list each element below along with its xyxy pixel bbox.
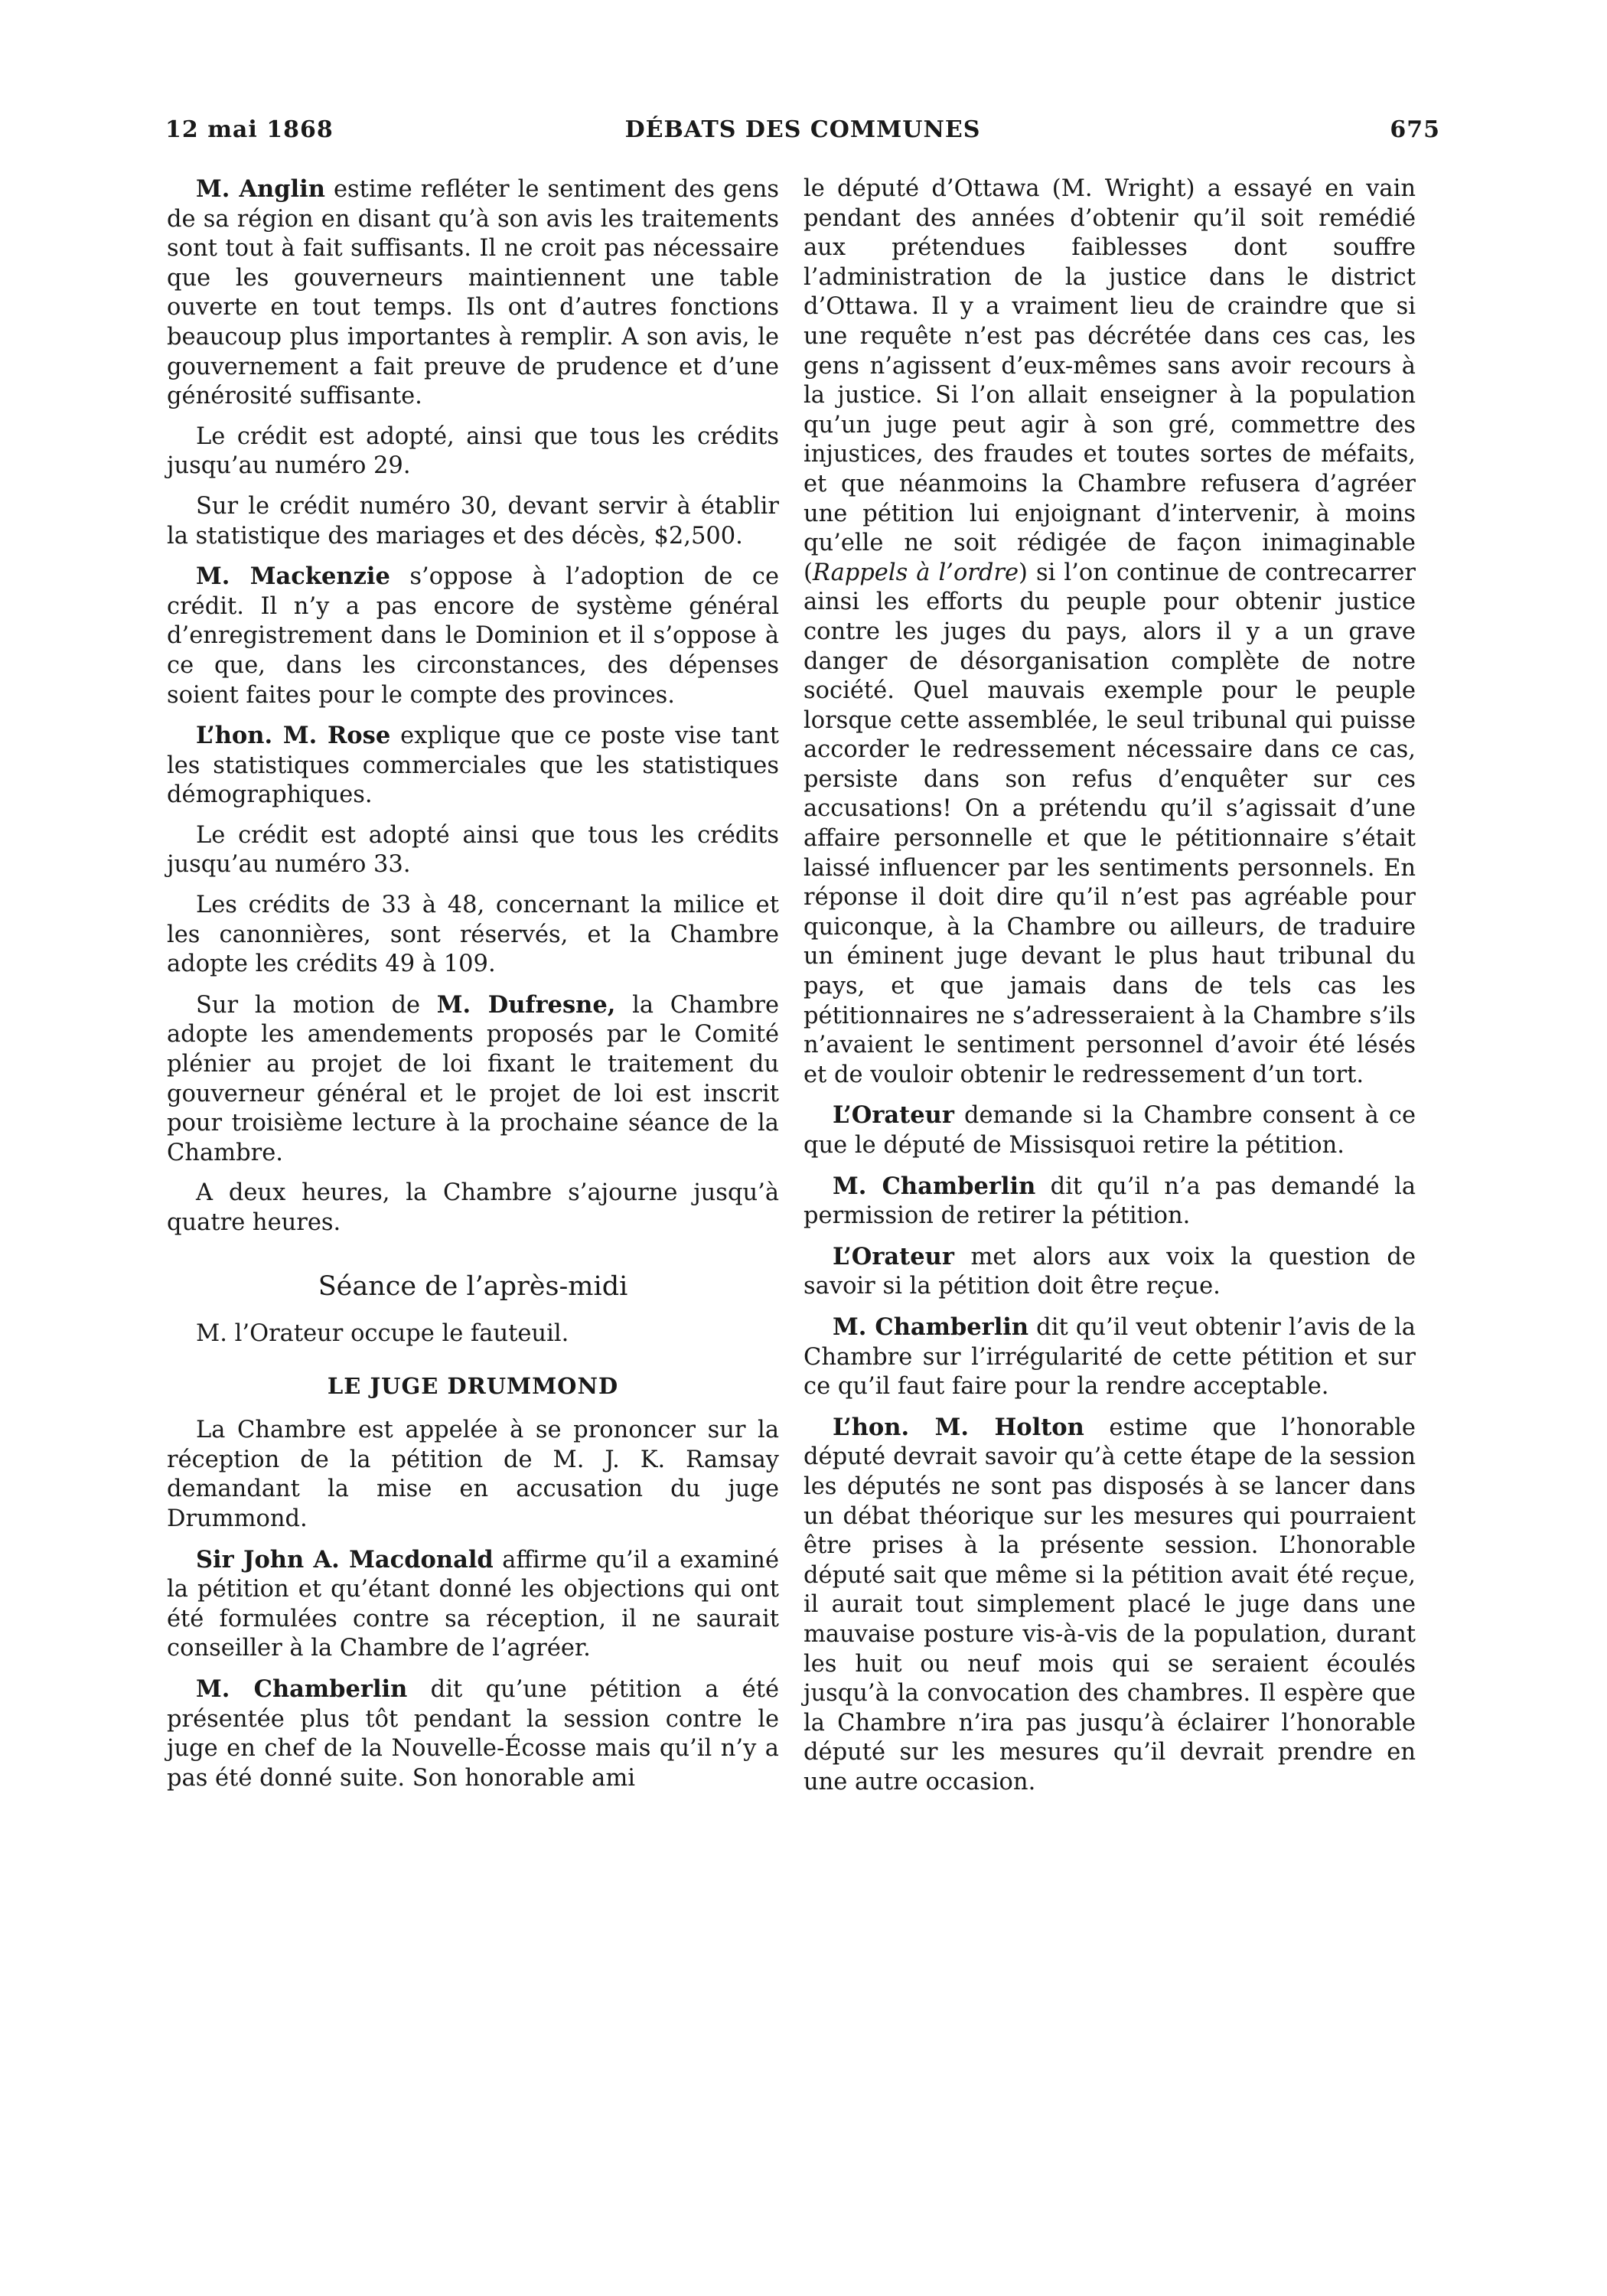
paragraph-text: ) si l’on continue de contrecarrer ainsi les efforts du peuple pour obtenir justice contre les juges du pays, alors il y a un grave danger de désorganisation complète de notre société. Quel mauvais exemple pour le peuple lorsque cette assemblée, le seul tribunal qui puisse accorder le redressement nécessaire dans ce cas, persiste dans son refus d’enquêter sur ces accusations! On a prétendu qu’il s’agissait d’une affaire personnelle et que le pétitionnaire s’était laissé influencer par les sentiments personnels. En réponse il doit dire qu’il n’est pas agréable pour quiconque, à la Chambre ou ailleurs, de traduire un éminent juge devant le plus haut tribunal du pays, et que jamais dans de tels cas les pétitionnaires ne s’adresseraient à la Chambre s’ils n’avaient le sentiment personnel d’avoir été lésés et de vouloir obtenir le redressement d’un tort. <box>804 559 1416 1088</box>
paragraph-text: estime que l’honorable député devrait savoir qu’à cette étape de la session les députés ne sont pas disposés à se lancer dans un débat théorique sur les mesures qui pourraient être prises à la présente session. L’honorable député sait que même si la pétition avait été reçue, il aurait tout simplement placé le juge dans une mauvaise posture vis-à-vis de la population, durant les huit ou neuf mois qui se seraient écoulés jusqu’à la convocation des chambres. Il espère que la Chambre n’ira pas jusqu’à éclairer l’honorable député sur les mesures qu’il devrait prendre en une autre occasion. <box>804 1414 1416 1795</box>
page-header <box>165 116 1440 155</box>
paragraph: M. l’Orateur occupe le fauteuil. <box>196 1319 569 1347</box>
paragraph <box>167 1545 779 1664</box>
speaker-name: M. Anglin <box>196 175 325 203</box>
paragraph-text: le député d’Ottawa (M. Wright) a essayé en vain pendant des années d’obtenir qu’il soit remédié aux prétendues faiblesses dont souffre l’administration de la justice dans le district d’Ottawa. Il y a vraiment lieu de craindre que si une requête n’est pas décrétée dans ces cas, les gens n’agissent d’eux-mêmes sans avoir recours à la justice. Si l’on allait enseigner à la population qu’un juge peut agir à son gré, commettre des injustices, des fraudes et toutes sortes de méfaits, et que néanmoins la Chambre refusera d’agréer une pétition lui enjoignant d’intervenir, à moins qu’elle ne soit rédigée de façon inimaginable ( <box>804 175 1416 586</box>
speaker-name: L’Orateur <box>833 1242 954 1270</box>
paragraph <box>804 1242 1416 1302</box>
paragraph-text: explique que ce poste vise tant les statistiques commerciales que les statistiques démographiques. <box>167 722 779 809</box>
paragraph: Sur le crédit numéro 30, devant servir à établir la statistique des mariages et des décès, $2,500. <box>167 492 779 550</box>
paragraph <box>804 1101 1416 1160</box>
paragraph <box>167 721 779 810</box>
paragraph: Les crédits de 33 à 48, concernant la milice et les canonnières, sont réservés, et la Chambre adopte les crédits 49 à 109. <box>167 892 779 978</box>
paragraph <box>167 1675 779 1793</box>
paragraph-text: dit qu’il veut obtenir l’avis de la Chambre sur l’irrégularité de cette pétition et sur ce qu’il faut faire pour la rendre acceptable. <box>804 1313 1416 1401</box>
header-title: DÉBATS DES COMMUNES <box>624 116 981 143</box>
paragraph: La Chambre est appelée à se prononcer sur la réception de la pétition de M. J. K. Ramsay demandant la mise en accusation du juge Drummond. <box>167 1417 779 1532</box>
paragraph-text: la Chambre adopte les amendements proposés par le Comité plénier au projet de loi fixant le traitement du gouverneur général et le projet de loi est inscrit pour troisième lecture à la prochaine séance de la Chambre. <box>167 991 779 1166</box>
paragraph <box>167 990 779 1169</box>
left-column <box>167 174 779 1804</box>
paragraph-text: estime refléter le sentiment des gens de sa région en disant qu’à son avis les traitements sont tout à fait suffisants. Il ne croit pas nécessaire que les gouverneurs maintiennent une table ouverte en tout temps. Ils ont d’autres fonctions beaucoup plus importantes à remplir. A son avis, le gouvernement a fait preuve de prudence et d’une générosité suffisante. <box>167 176 779 410</box>
paragraph: A deux heures, la Chambre s’ajourne jusqu’à quatre heures. <box>167 1179 779 1236</box>
speaker-name: M. Chamberlin <box>833 1172 1036 1200</box>
speaker-name: L’Orateur <box>833 1101 954 1130</box>
speaker-name: M. Dufresne, <box>436 990 616 1019</box>
speaker-name: M. Chamberlin <box>833 1313 1029 1341</box>
paragraph <box>804 1313 1416 1402</box>
paragraph <box>804 1413 1416 1798</box>
paragraph <box>804 1172 1416 1231</box>
paragraph-text: demande si la Chambre consent à ce que le député de Missisquoi retire la pétition. <box>804 1102 1416 1159</box>
paragraph <box>804 174 1416 1090</box>
paragraph <box>167 174 779 412</box>
speaker-name: L’hon. M. Holton <box>833 1413 1084 1441</box>
speaker-name: M. Mackenzie <box>196 563 390 591</box>
paragraph <box>167 562 779 710</box>
paragraph-text: Sur la motion de <box>196 991 437 1019</box>
paragraph-text: dit qu’il n’a pas demandé la permission de retirer la pétition. <box>804 1172 1416 1230</box>
paragraph-text: s’oppose à l’adoption de ce crédit. Il n’y a pas encore de système général d’enregistrement dans le Dominion et il s’oppose à ce que, dans les circonstances, des dépenses soient faites pour le compte des provinces. <box>167 563 779 709</box>
paragraph-text: met alors aux voix la question de savoir si la pétition doit être reçue. <box>804 1243 1416 1300</box>
speaker-name: Sir John A. Macdonald <box>196 1545 494 1574</box>
speaker-name: M. Chamberlin <box>196 1675 408 1703</box>
paragraph: Le crédit est adopté, ainsi que tous les crédits jusqu’au numéro 29. <box>167 422 779 480</box>
section-title: Séance de l’après-midi <box>318 1270 628 1302</box>
subsection-title: LE JUGE DRUMMOND <box>327 1373 619 1400</box>
italic-aside: Rappels à l’ordre <box>812 559 1019 586</box>
speaker-name: L’hon. M. Rose <box>196 722 391 750</box>
header-date: 12 mai 1868 <box>165 116 334 143</box>
page-number: 675 <box>1390 116 1440 143</box>
paragraph: Le crédit est adopté ainsi que tous les crédits jusqu’au numéro 33. <box>167 821 779 879</box>
right-column <box>804 174 1416 1808</box>
paragraph-text: affirme qu’il a examiné la pétition et qu’étant donné les objections qui ont été formulées contre sa réception, il ne saurait conseiller à la Chambre de l’agréer. <box>167 1546 779 1662</box>
paragraph-text: dit qu’une pétition a été présentée plus tôt pendant la session contre le juge en chef de la Nouvelle-Écosse mais qu’il n’y a pas été donné suite. Son honorable ami <box>167 1675 779 1792</box>
